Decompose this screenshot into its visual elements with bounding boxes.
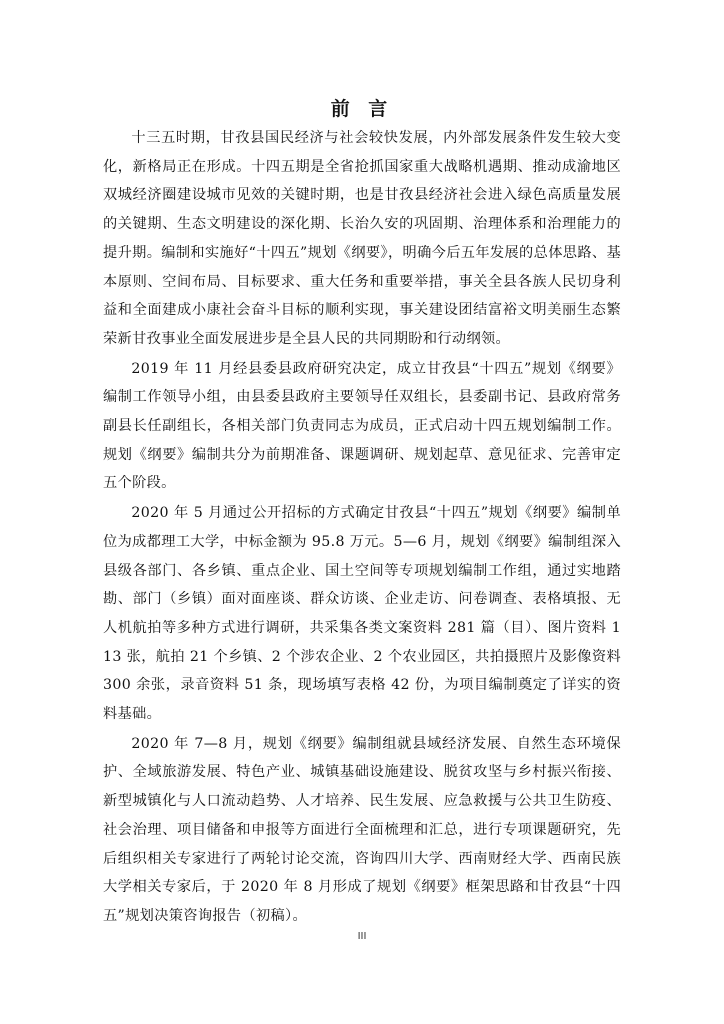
paragraph-4: 2020 年 7—8 月，规划《纲要》编制组就县域经济发展、自然生态环境保护、全域旅游发展、特色产业、城镇基础设施建设、脱贫攻坚与乡村振兴衔接、新型城镇化与人口流动趋势、人才培养、民生发展、应急救援与公共卫生防疫、社会治理、项目储备和申报等方面进行全面梳理和汇总，进行专项课题研究，先后组织相关专家进行了两轮讨论交流，咨询四川大学、西南财经大学、西南民族大学相关专家后，于 2020 年 8 月形成了规划《纲要》框架思路和甘孜县“十四五”规划决策咨询报告（初稿）。: [103, 735, 621, 924]
paragraph-2: 2019 年 11 月经县委县政府研究决定，成立甘孜县“十四五”规划《纲要》编制工作领导小组，由县委县政府主要领导任双组长，县委副书记、县政府常务副县长任副组长，各相关部门负责同志为成员，正式启动十四五规划编制工作。规划《纲要》编制共分为前期准备、课题调研、规划起草、意见征求、完善审定五个阶段。: [103, 360, 621, 492]
body-text: [103, 124, 621, 932]
paragraph-1: 十三五时期，甘孜县国民经济与社会较快发展，内外部发展条件发生较大变化，新格局正在形成。十四五期是全省抢抓国家重大战略机遇期、推动成渝地区双城经济圈建设城市见效的关键时期，也是甘孜县经济社会进入绿色高质量发展的关键期、生态文明建设的深化期、长治久安的巩固期、治理体系和治理能力的提升期。编制和实施好“十四五”规划《纲要》，明确今后五年发展的总体思路、基本原则、空间布局、目标要求、重大任务和重要举措，事关全县各族人民切身利益和全面建成小康社会奋斗目标的顺利实现，事关建设团结富裕文明美丽生态繁荣新甘孜事业全面发展进步是全县人民的共同期盼和行动纲领。: [103, 130, 621, 347]
paragraph-3: 2020 年 5 月通过公开招标的方式确定甘孜县“十四五”规划《纲要》编制单位为成都理工大学，中标金额为 95.8 万元。5—6 月，规划《纲要》编制组深入县级各部门、各乡镇、重点企业、国土空间等专项规划编制工作组，通过实地踏勘、部门（乡镇）面对面座谈、群众访谈、企业走访、问卷调查、表格填报、无人机航拍等多种方式进行调研，共采集各类文案资料 281 篇（目）、图片资料 113 张，航拍 21 个乡镇、2 个涉农企业、2 个农业园区，共拍摄照片及影像资料 300 余张，录音资料 51 条，现场填写表格 42 份，为项目编制奠定了详实的资料基础。: [103, 505, 621, 723]
page-number: III: [357, 931, 367, 942]
page-title: 前 言: [330, 98, 394, 120]
